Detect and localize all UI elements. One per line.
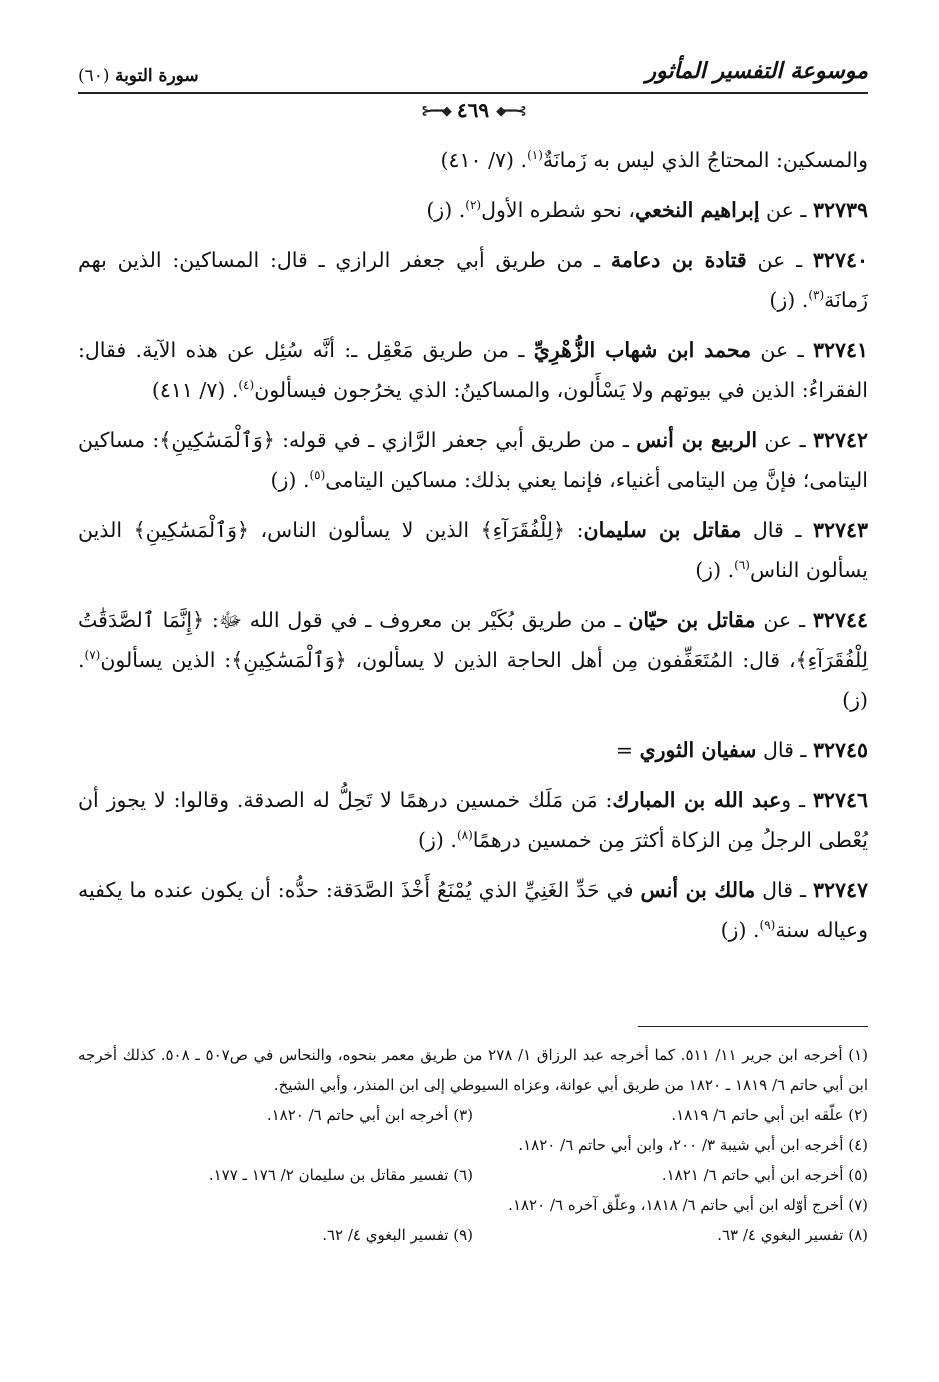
footnote-row [78,1160,868,1190]
narrator-name: محمد ابن شهاب الزُّهْرِيِّ [533,338,752,362]
narrator-name: مقاتل بن حيّان [628,608,756,632]
entry-number: ٣٢٧٤٤ [812,608,868,632]
page-number-row [78,98,868,122]
text-entry: ٣٢٧٤٥ ـ قال سفيان الثوري = [615,738,868,762]
text-entry: ٣٢٧٤٤ ـ عن مقاتل بن حيّان ـ من طريق بُكَيْر بن معروف ـ في قول الله ﷻ: ﴿إِنَّمَا ٱلصَّدَقَٰتُ لِلْفُقَرَآءِ﴾، قال: المُتَعَفِّفون مِن أهل الحاجة الذين لا يسألون، ﴿وَٱلْمَسَٰكِينِ﴾: الذين يسألون$^{(٧)}$. (ز) [78,608,868,712]
entry-number: ٣٢٧٤٥ [812,738,868,762]
narrator-name: مقاتل بن سليمان [583,518,742,542]
text-entry: ٣٢٧٤٣ ـ قال مقاتل بن سليمان: ﴿لِلْفُقَرَآءِ﴾ الذين لا يسألون الناس، ﴿وَٱلْمَسَٰكِينِ﴾ الذين يسألون الناس$^{(٦)}$. (ز) [78,518,868,582]
footnote: (٩) تفسير البغوي ٤/ ٦٢. [322,1226,473,1244]
ayah-number: (٦٠) [78,66,110,86]
text-entry: ٣٢٧٤١ ـ عن محمد ابن شهاب الزُّهْرِيِّ ـ من طريق مَعْقِل ـ: أنَّه سُئِل عن هذه الآية. فقال: الفقراءُ: الذين في بيوتهم ولا يَسْأَلون، والمساكينُ: الذي يخرُجون فيسألون$^{(٤)}$. (٧/ ٤١١) [78,338,868,402]
text-entry: ٣٢٧٣٩ ـ عن إبراهيم النخعي، نحو شطره الأول$^{(٢)}$. (ز) [426,198,868,222]
text-entry: والمسكين: المحتاجُ الذي ليس به زَمانَةٌ$^{(١)}$. (٧/ ٤١٠) [440,148,868,172]
ornament-icon: ⊱━━◆ [496,104,525,119]
narrator-name: سفيان الثوري [639,738,757,762]
footnote: (٣) أخرجه ابن أبي حاتم ٦/ ١٨٢٠. [266,1106,473,1124]
entry-number: ٣٢٧٤٢ [812,428,868,452]
footnote: (٥) أخرجه ابن أبي حاتم ٦/ ١٨٢١. [661,1166,868,1184]
narrator-name: إبراهيم النخعي [635,198,760,222]
text-entry: ٣٢٧٤٢ ـ عن الربيع بن أنس ـ من طريق أبي جعفر الرَّازي ـ في قوله: ﴿وَٱلْمَسَٰكِينِ﴾: مساكين اليتامى؛ فإنَّ مِن اليتامى أغنياء، فإنما يعني بذلك: مساكين اليتامى$^{(٥)}$. (ز) [78,428,868,492]
footnote: (٢) علّقه ابن أبي حاتم ٦/ ١٨١٩. [671,1106,868,1124]
footnote-row [78,1220,868,1250]
entry-number: ٣٢٧٤٧ [812,878,868,902]
entry-number: ٣٢٧٤١ [812,338,868,362]
surah-label [78,66,199,86]
entry-number: ٣٢٧٤٣ [812,518,868,542]
footnote: (٤) أخرجه ابن أبي شيبة ٣/ ٢٠٠، وابن أبي حاتم ٦/ ١٨٢٠. [518,1136,868,1154]
narrator-name: الربيع بن أنس [636,428,758,452]
entry-number: ٣٢٧٤٠ [812,248,868,272]
footnote-row [78,1100,868,1130]
page-header [78,48,868,122]
footnote: (٦) تفسير مقاتل بن سليمان ٢/ ١٧٦ ـ ١٧٧. [208,1166,473,1184]
header-rule [78,92,868,94]
footnote: (٨) تفسير البغوي ٤/ ٦٣. [717,1226,868,1244]
ornament-icon: ◆━━⊰ [421,104,450,119]
surah-name: سورة التوبة [114,66,199,86]
entry-number: ٣٢٧٤٦ [812,788,868,812]
text-entry: ٣٢٧٤٠ ـ عن قتادة بن دعامة ـ من طريق أبي جعفر الرازي ـ قال: المساكين: الذين بهم زَمانَة$^{(٣)}$. (ز) [78,248,868,312]
book-title: موسوعة التفسير المأثور [645,58,868,84]
main-text [78,140,868,960]
entry-number: ٣٢٧٣٩ [812,198,868,222]
narrator-name: قتادة بن دعامة [610,248,747,272]
footnotes [78,1040,868,1250]
narrator-name: عبد الله بن المبارك [612,788,782,812]
footnote-separator [638,1026,868,1027]
narrator-name: مالك بن أنس [640,878,756,902]
text-entry: ٣٢٧٤٧ ـ قال مالك بن أنس في حَدِّ الغَنِيِّ الذي يُمْنَعُ أَخْذَ الصَّدَقة: حدُّه: أن يكون عنده ما يكفيه وعياله سنة$^{(٩)}$. (ز) [78,878,868,942]
footnote: (١) أخرجه ابن جرير ١١/ ٥١١. كما أخرجه عبد الرزاق ١/ ٢٧٨ من طريق معمر بنحوه، والنحاس في ص٥٠٧ ـ ٥٠٨. كذلك أخرجه ابن أبي حاتم ٦/ ١٨١٩ ـ ١٨٢٠ من طريق أبي عوانة، وعزاه السيوطي إلى ابن المنذر، وأبي الشيخ. [78,1046,869,1094]
text-entry: ٣٢٧٤٦ ـ وعبد الله بن المبارك: مَن مَلَك خمسين درهمًا لا تَحِلُّ له الصدقة. وقالوا: لا يجوز أن يُعْطى الرجلُ مِن الزكاة أكثرَ مِن خمسين درهمًا$^{(٨)}$. (ز) [78,788,868,852]
page-number: ٤٦٩ [456,98,490,122]
footnote: (٧) أخرج أوّله ابن أبي حاتم ٦/ ١٨١٨، وعلّق آخره ٦/ ١٨٢٠. [508,1196,868,1214]
page [78,48,868,1348]
